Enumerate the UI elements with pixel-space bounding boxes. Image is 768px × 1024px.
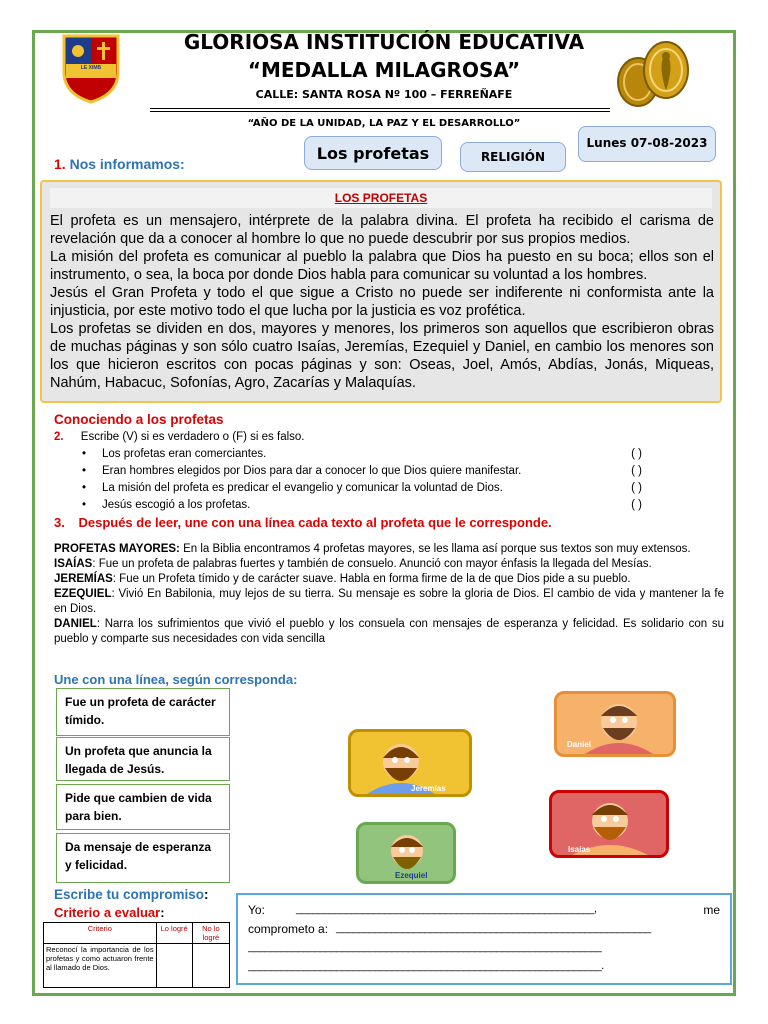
section1-title: Nos informamos: [69,156,185,172]
reading-paragraph: El profeta es un mensajero, intérprete de la palabra divina. El profeta ha recibido el carisma de revelación que da a conocer al hombre lo que no puede descubrir por sus propios medios. [50,213,714,247]
compromiso-yo: Yo: [248,903,265,917]
criteria-table [43,922,230,988]
compromiso-title-row [54,887,209,902]
reading-paragraph: Los profetas se dividen en dos, mayores y menores, los primeros son aquellos que escribieron obras de muchas páginas y son sólo cuatro Isaías, Jeremías, Ezequiel y Daniel, en cambio los menores son los que hicieron escritos con pocas páginas y son: Oseas, Joel, Amós, Abdías, Jonás, Miqueas, Nahúm, Habacuc, Sofonías, Agro, Zacarías y Malaquías. [50,321,714,391]
prophet-name: EZEQUIEL [54,588,112,600]
compromiso-line[interactable]: ________________________________________________________________. [248,960,604,972]
prophet-text: : Fue un profeta de palabras fuertes y también de consuelo. Anunció con mayor énfasis la llegada del Mesías. [92,558,652,570]
compromiso-title: Escribe tu compromiso [54,887,205,902]
section3-number: 3. [54,515,65,530]
list-item [82,497,642,514]
portrait-caption: Daniel [567,740,592,749]
reading-body [50,212,714,392]
reading-box [40,180,722,403]
tf-statement: La misión del profeta es predicar el evangelio y comunicar la voluntad de Dios. [102,482,503,494]
prophet-portrait-isaias[interactable] [549,790,669,858]
crest-motto: LE XIMB [80,65,102,71]
criteria-cell: Reconocí la importancia de los profetas y como actuaron frente al llamado de Dios. [44,944,157,988]
mayores-paragraph [54,542,724,557]
criteria-header: No lo logré [192,923,229,944]
section2-title: Conociendo a los profetas [54,412,224,427]
prophet-text: : Vivió En Babilonia, muy lejos de su tierra. Su mensaje es sobre la gloria de Dios. El cambio de vida y mantener la fe en Dios. [54,588,724,615]
prophets-description [54,542,724,647]
criterio-title: Criterio a evaluar [54,905,161,920]
match-card[interactable]: Fue un profeta de carácter tímido. [56,688,230,736]
compromiso-colon: : [204,887,209,902]
criteria-check-cell[interactable] [156,944,192,988]
answer-blank[interactable]: ( ) [631,482,642,494]
section2-number: 2. [54,431,64,443]
section1-heading [54,156,185,172]
compromiso-blank[interactable]: _________________________________________________________ [336,922,651,934]
prophet-text: : Narra los sufrimientos que vivió el pueblo y los consuela con mensajes de esperanza y felicidad. Es solidario con su pueblo y comparte sus necesidades con vida sencilla [54,618,724,645]
criterio-colon: : [160,905,165,920]
compromiso-line[interactable]: ________________________________________________________________ [248,941,602,953]
header-divider [150,111,610,112]
prophet-text: : Fue un Profeta tímido y de carácter suave. Habla en forma firme de la de que Dios pide a su pueblo. [112,573,631,585]
match-card[interactable]: Pide que cambien de vida para bien. [56,784,230,830]
prophet-portrait-ezequiel[interactable] [356,822,456,884]
table-row [44,944,230,988]
criterio-title-row [54,905,165,920]
section1-number: 1. [54,156,66,172]
compromiso-line [248,903,720,917]
portrait-caption: Jeremías [411,784,446,793]
compromiso-box [236,893,732,985]
school-subtitle: “MEDALLA MILAGROSA” [247,58,521,82]
section2-instruction: Escribe (V) si es verdadero o (F) si es falso. [80,431,305,443]
school-name: GLORIOSA INSTITUCIÓN EDUCATIVA [183,30,585,54]
prophet-face-icon [351,732,469,794]
list-item [82,446,642,463]
subject-label: RELIGIÓN [480,150,546,164]
list-item [82,480,642,497]
prophet-name: DANIEL [54,618,97,630]
mayores-label: PROFETAS MAYORES: [54,543,180,555]
topic-label: Los profetas [316,143,430,163]
answer-blank[interactable]: ( ) [631,499,642,511]
topic-badge [304,136,442,170]
prophet-description [54,557,724,572]
list-item [82,463,642,480]
year-motto: “AÑO DE LA UNIDAD, LA PAZ Y EL DESARROLLO” [247,118,521,129]
subject-badge [460,142,566,172]
reading-paragraph: La misión del profeta es comunicar al pueblo la palabra que Dios ha puesto en su boca; ellos son el instrumento, o sea, la boca por donde Dios habla para comunicar su voluntad a los hombres. [50,249,714,283]
compromiso-prefix: comprometo a: [248,922,329,936]
true-false-list [82,446,642,514]
criteria-header: Criterio [44,923,157,944]
mayores-text: En la Biblia encontramos 4 profetas mayores, se les llama así porque sus textos son muy extensos. [183,543,691,555]
tf-statement: Eran hombres elegidos por Dios para dar a conocer lo que Dios quiere manifestar. [102,465,522,477]
prophet-description [54,587,724,617]
prophet-description [54,617,724,647]
criteria-header: Lo logré [156,923,192,944]
reading-paragraph: Jesús el Gran Profeta y todo el que sigue a Cristo no puede ser indiferente ni conformista ante la injusticia, por este motivo todo el que lucha por la justicia es voz profética. [50,285,714,319]
prophet-portrait-daniel[interactable] [554,691,676,757]
section2-instruction-row [54,431,304,443]
prophet-name: ISAÍAS [54,558,93,570]
compromiso-line [248,922,720,936]
date-label: Lunes 07-08-2023 [586,136,708,150]
compromiso-me: me [703,903,720,917]
prophet-portrait-jeremias[interactable] [348,729,472,797]
tf-statement: Jesús escogió a los profetas. [102,499,251,511]
header-divider [150,108,610,109]
answer-blank[interactable]: ( ) [631,465,642,477]
reading-title: LOS PROFETAS [50,188,712,208]
compromiso-blank[interactable]: ______________________________________________________, [296,903,597,915]
school-address: CALLE: SANTA ROSA Nº 100 – FERREÑAFE [255,88,513,101]
prophet-description [54,572,724,587]
criteria-check-cell[interactable] [192,944,229,988]
match-title: Une con una línea, según corresponda: [54,672,298,687]
portrait-caption: Ezequiel [395,871,428,880]
tf-statement: Los profetas eran comerciantes. [102,448,267,460]
date-badge [578,126,716,162]
section3-instruction: Después de leer, une con una línea cada texto al profeta que le corresponde. [78,515,552,530]
match-card[interactable]: Un profeta que anuncia la llegada de Jesús. [56,737,230,781]
section3-instruction-row [54,515,552,530]
match-card[interactable]: Da mensaje de esperanza y felicidad. [56,833,230,883]
answer-blank[interactable]: ( ) [631,448,642,460]
prophet-name: JEREMÍAS [54,573,113,585]
portrait-caption: Isaías [568,845,591,854]
